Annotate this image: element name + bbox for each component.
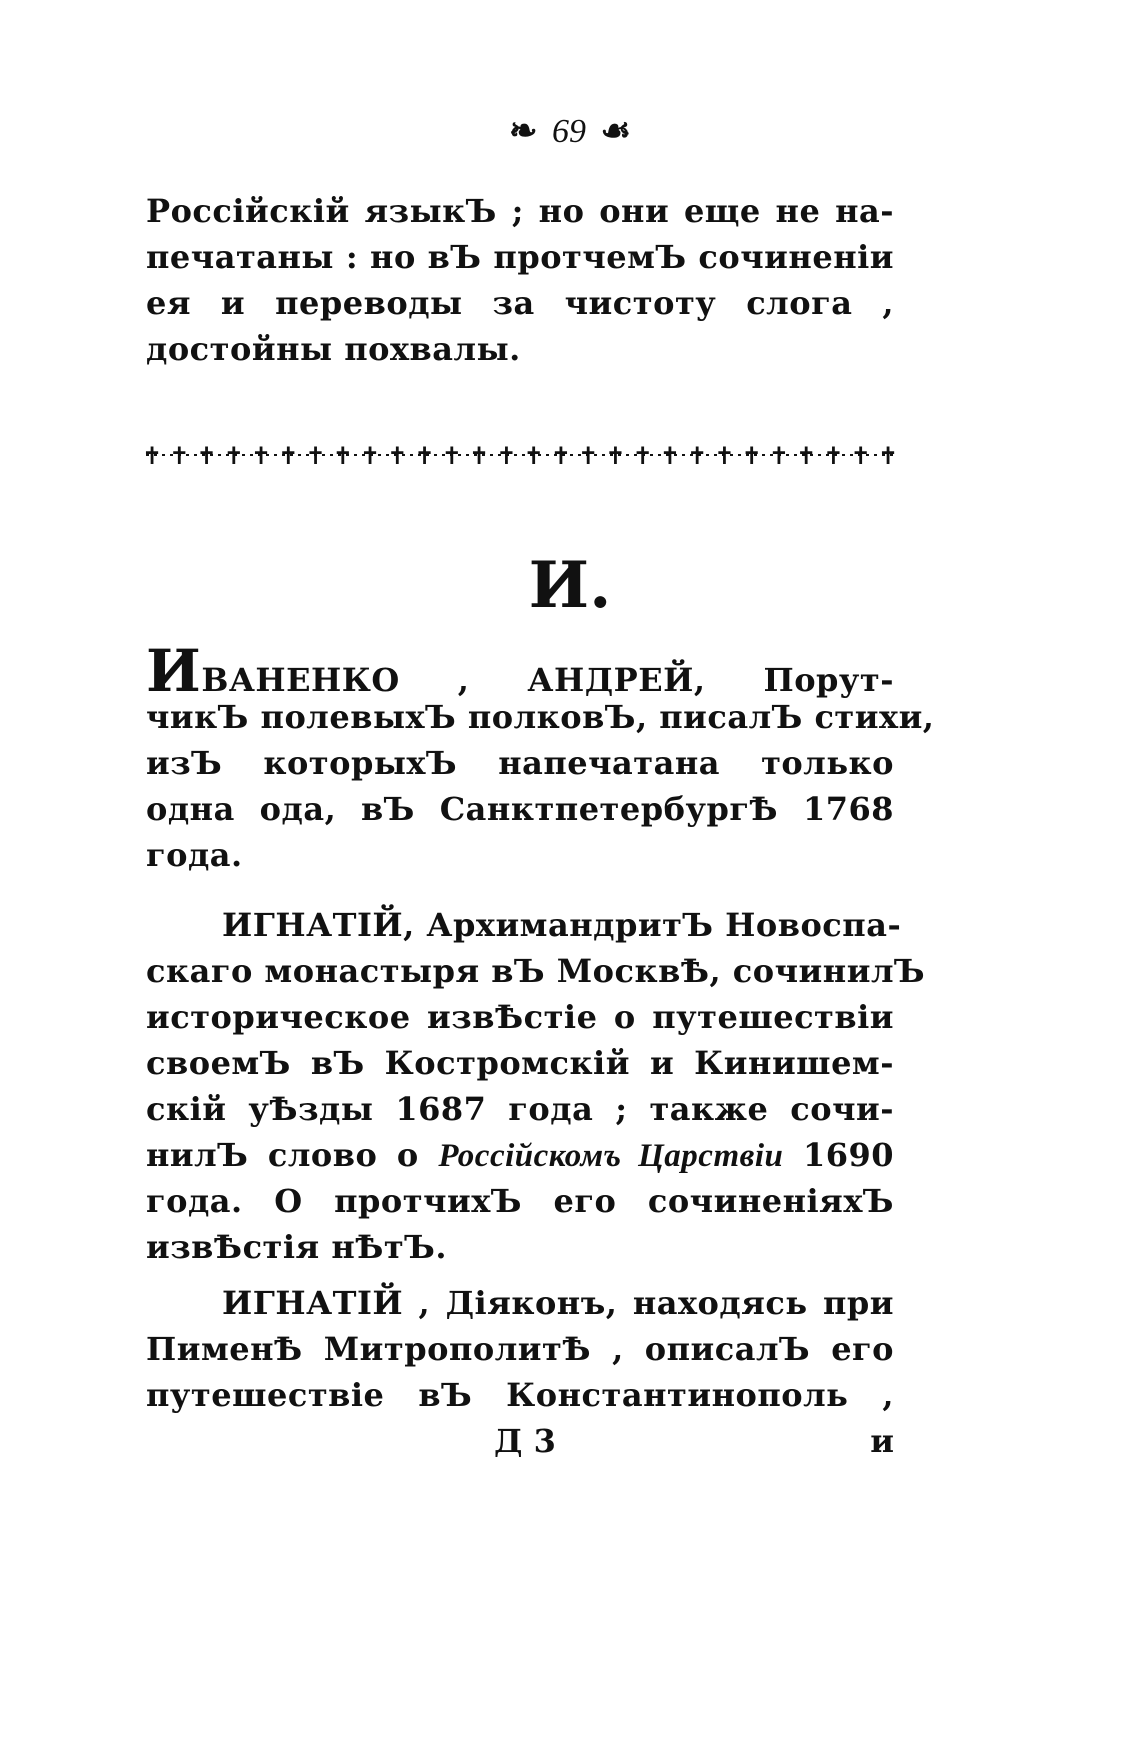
cross-ornament-icon: ✝ — [605, 442, 626, 470]
ornament-left-icon: ❧ — [509, 113, 538, 150]
cross-ornament-icon: ✝ — [360, 442, 381, 470]
signature-mark: Д 3 — [494, 1422, 556, 1460]
cross-ornament-icon: ✝ — [823, 442, 844, 470]
section-letter-heading: И. — [528, 548, 612, 623]
cross-ornament-icon: ✝ — [469, 442, 490, 470]
cross-ornament-icon: ✝ — [278, 442, 299, 470]
cross-ornament-icon: ✝ — [877, 442, 899, 470]
text-line: печатаны : но вЪ протчемЪ сочиненіи — [146, 238, 894, 276]
text-fragment: 1690 — [802, 1136, 895, 1174]
text-line: скій уѢзды 1687 года ; также сочи- — [146, 1090, 894, 1128]
cross-ornament-icon: ✝ — [441, 442, 462, 470]
cross-ornament-icon: ✝ — [768, 442, 790, 470]
cross-ornament-icon: ✝ — [196, 442, 217, 470]
cross-ornament-icon: ✝ — [414, 442, 435, 470]
cross-ornament-icon: ✝ — [250, 442, 272, 470]
page-number: 69 — [552, 113, 586, 150]
text-line: путешествіе вЪ Константинополь , — [146, 1376, 894, 1414]
catchword: и — [870, 1422, 894, 1460]
cross-ornament-icon: ✝ — [387, 442, 408, 470]
text-line — [146, 637, 894, 705]
cross-ornament-icon: ✝ — [741, 442, 762, 470]
italic-title: Россійскомъ Царствіи — [438, 1138, 784, 1174]
cross-ornament-icon: ✝ — [496, 442, 517, 470]
text-line: скаго монастыря вЪ МосквѢ, сочинилЪ — [146, 952, 926, 990]
text-line: ИГНАТІЙ , Діяконъ, находясь при — [222, 1284, 894, 1322]
cross-ornament-icon: ✝ — [141, 442, 163, 470]
cross-ornament-icon: ✝ — [714, 442, 735, 470]
text-line: года. — [146, 836, 243, 874]
entry-ivanenko — [146, 637, 935, 878]
page-header — [0, 112, 1140, 152]
entry-heading-text: ВАНЕНКО , АНДРЕЙ, Порут- — [201, 661, 894, 699]
cross-ornament-icon: ✝ — [796, 442, 817, 470]
cross-ornament-icon: ✝ — [332, 442, 353, 470]
ornament-right-icon: ☙ — [600, 113, 631, 150]
text-line: одна ода, вЪ СанктпетербургѢ 1768 — [146, 790, 894, 828]
continuation-paragraph — [146, 188, 894, 372]
text-line: ея и переводы за чистоту слога , — [146, 284, 894, 322]
cross-ornament-icon: ✝ — [687, 442, 708, 470]
text-line: историческое извѢстіе о путешествіи — [146, 998, 894, 1036]
cross-ornament-icon: ✝ — [523, 442, 544, 470]
entry-ignatiy-archimandrite — [146, 902, 926, 1270]
cross-ornament-icon: ✝ — [550, 442, 571, 470]
cross-ornament-icon: ✝ — [850, 442, 871, 470]
text-line: извѢстія нѢтЪ. — [146, 1228, 447, 1266]
cross-ornament-icon: ✝ — [659, 442, 680, 470]
text-fragment: нилЪ слово о — [146, 1136, 419, 1174]
cross-ornament-icon: ✝ — [305, 442, 326, 470]
text-line: изЪ которыхЪ напечатана только — [146, 744, 894, 782]
text-line: достойны похвалы. — [146, 330, 521, 368]
text-line — [146, 1132, 894, 1178]
text-line: года. О протчихЪ его сочиненіяхЪ — [146, 1182, 894, 1220]
entry-ignatiy-deacon — [146, 1280, 894, 1418]
cross-ornament-icon: ✝ — [169, 442, 190, 470]
text-line: ИГНАТІЙ, АрхимандритЪ Новоспа- — [222, 906, 902, 944]
cross-ornament-icon: ✝ — [223, 442, 244, 470]
text-line: своемЪ вЪ Костромскій и Кинишем- — [146, 1044, 894, 1082]
page-footer — [146, 1418, 894, 1464]
cross-ornament-icon: ✝ — [632, 442, 653, 470]
text-line: чикЪ полевыхЪ полковЪ, писалЪ стихи, — [146, 698, 935, 736]
decorative-cross-rule — [141, 438, 899, 472]
text-line: Россійскій языкЪ ; но они еще не на- — [146, 192, 894, 230]
cross-ornament-icon: ✝ — [578, 442, 599, 470]
drop-initial: И — [146, 637, 202, 705]
text-line: ПименѢ МитрополитѢ , описалЪ его — [146, 1330, 894, 1368]
